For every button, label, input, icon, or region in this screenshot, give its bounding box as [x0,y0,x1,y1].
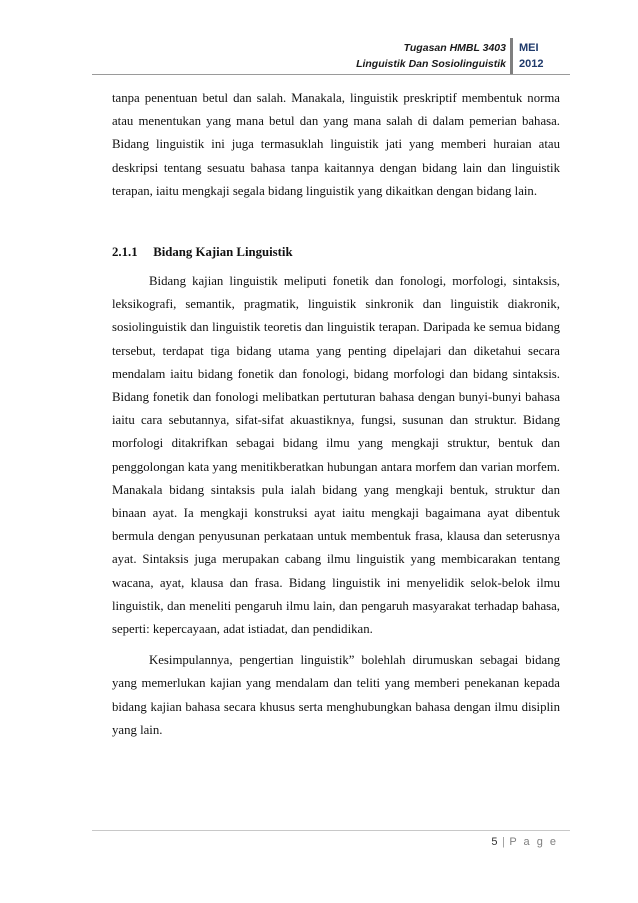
header-separator [510,38,513,74]
paragraph-gap [112,641,560,649]
header-date-block [519,40,543,72]
page-label: P a g e [509,836,558,848]
header-year: 2012 [519,58,544,70]
document-body [112,87,560,742]
section-title: Bidang Kajian Linguistik [153,245,293,260]
header-course-title: Tugasan HMBL 3403 [403,42,506,54]
header-course-subtitle: Linguistik Dan Sosiolinguistik [356,58,506,70]
section-number: 2.1.1 [112,245,138,260]
paragraph-bidang-kajian: Bidang kajian linguistik meliputi fonetik dan fonologi, morfologi, sintaksis, leksikografi, semantik, pragmatik, linguistik sinkronik dan linguistik diakronik, sosiolinguistik dan linguistik teoretis dan linguistik terapan. Daripada ke semua bidang tersebut, terdapat tiga bidang utama yang penting dipelajari dan diketahui secara mendalam iaitu bidang fonetik dan fonologi, bidang morfologi dan bidang sintaksis. Bidang fonetik dan fonologi melibatkan pertuturan bahasa dengan bunyi-bunyi bahasa iaitu cara sebutannya, sifat-sifat akuastiknya, fungsi, susunan dan struktur. Bidang morfologi ditakrifkan sebagai bidang ilmu yang mengkaji struktur, bentuk dan penggolongan kata yang menitikberatkan hubungan antara morfem dan varian morfem. Manakala bidang sintaksis pula ialah bidang yang mengkaji bentuk, struktur dan binaan ayat. Ia mengkaji konstruksi ayat iaitu mengkaji bagaimana ayat dibentuk bermula dengan penyusunan perkataan untuk membentuk frasa, klausa dan seterusnya ayat. Sintaksis juga merupakan cabang ilmu linguistik yang membicarakan tentang wacana, ayat, klausa dan frasa. Bidang linguistik ini menyelidik selok-belok ilmu linguistik, dan meneliti pengaruh ilmu lain, dan pengaruh masyarakat terhadap bahasa, seperti: kepercayaan, adat istiadat, dan pendidikan. [112,274,560,637]
page-header [0,34,638,76]
paragraph-kesimpulan: Kesimpulannya, pengertian linguistik” bolehlah dirumuskan sebagai bidang yang memerlukan kajian yang mendalam dan teliti yang memberi penekanan kepada bidang kajian bahasa secara khusus serta menghubungkan bahasa dengan ilmu disiplin yang lain. [112,653,560,737]
footer-rule [92,830,570,831]
page-footer [491,836,558,848]
header-month: MEI [519,42,539,54]
footer-separator: | [501,836,506,848]
paragraph-continuation: tanpa penentuan betul dan salah. Manakala, linguistik preskriptif membentuk norma atau menentukan yang mana betul dan yang mana salah di dalam pemerian bahasa. Bidang linguistik ini juga termasuklah linguistik jati yang memberi huraian atau deskripsi tentang sesuatu bahasa tanpa kaitannya dengan bidang lain dan linguistik terapan, iaitu mengkaji segala bidang linguistik yang dikaitkan dengan bidang lain. [112,91,560,198]
header-title-block [356,40,506,72]
page-number: 5 [491,836,498,848]
section-heading [112,241,560,264]
header-rule [92,74,570,75]
